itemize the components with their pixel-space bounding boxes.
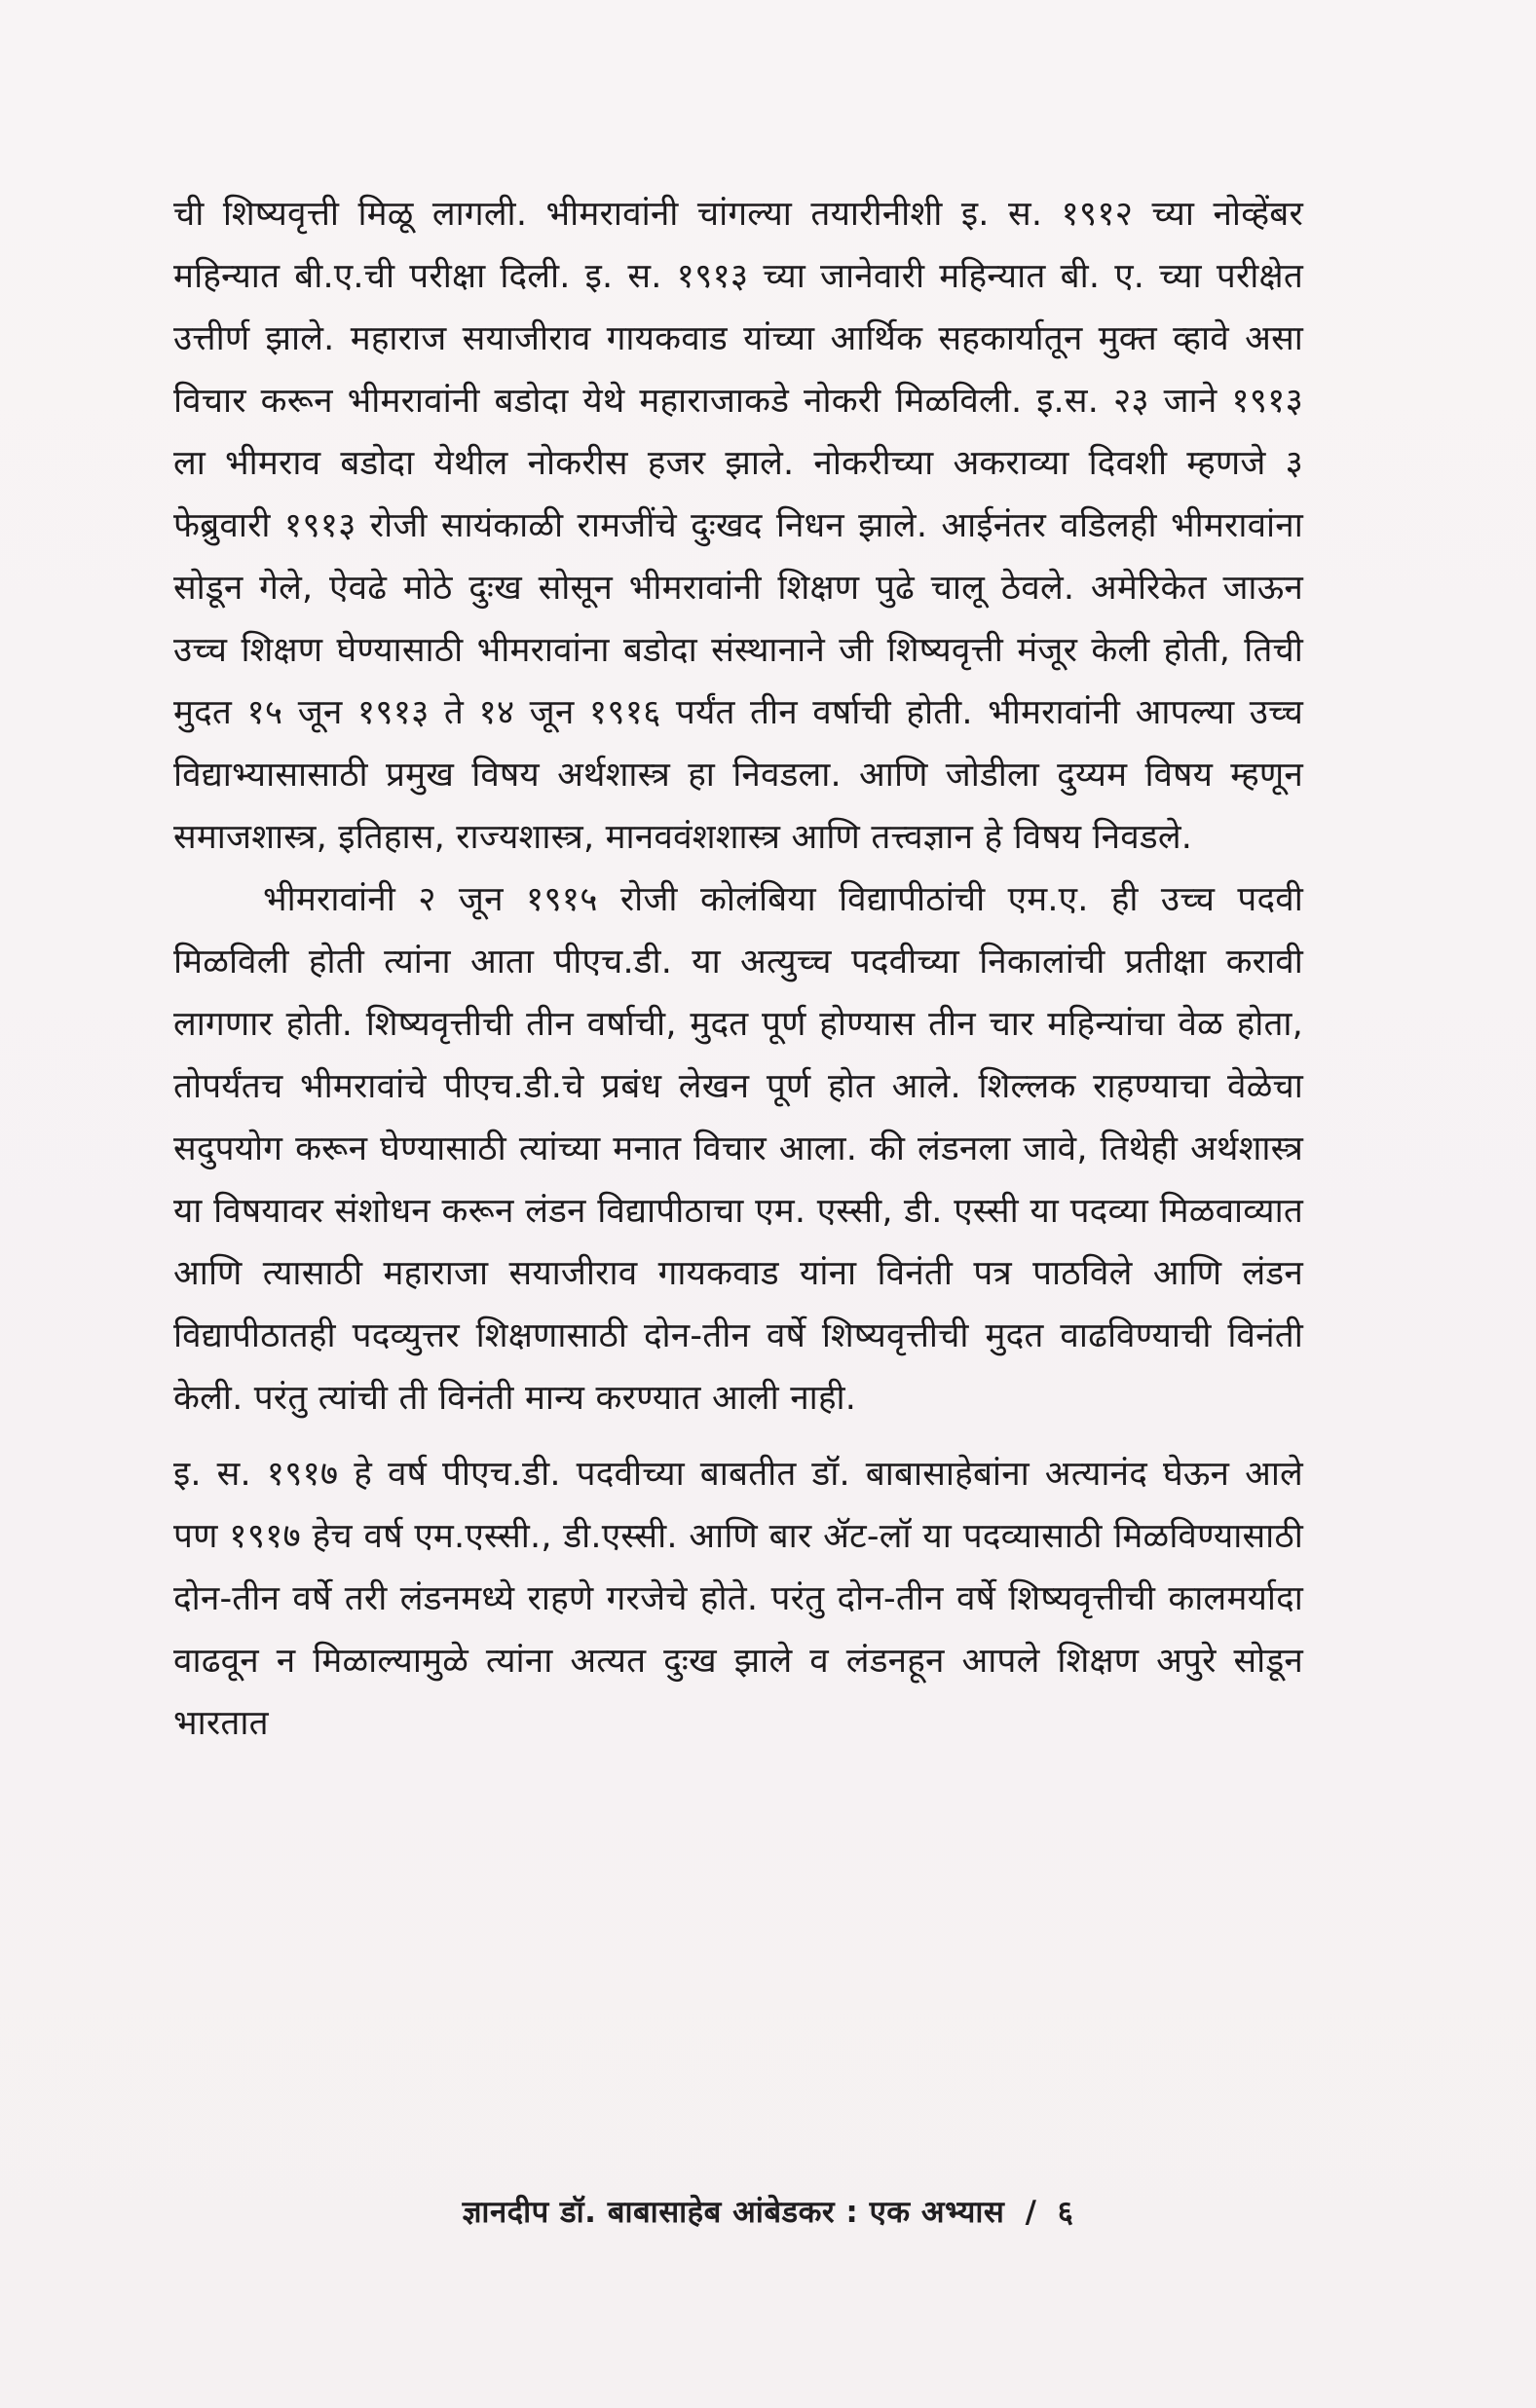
footer-book-title: ज्ञानदीप डॉ. बाबासाहेब आंबेडकर : एक अभ्यास (462, 2195, 1005, 2230)
paragraph-1: ची शिष्यवृत्ती मिळू लागली. भीमरावांनी चांगल्या तयारीनीशी इ. स. १९१२ च्या नोव्हेंबर महिन्यात बी.ए.ची परीक्षा दिली. इ. स. १९१३ च्या जानेवारी महिन्यात बी. ए. च्या परीक्षेत उत्तीर्ण झाले. महाराज सयाजीराव गायकवाड यांच्या आर्थिक सहकार्यातून मुक्त व्हावे असा विचार करून भीमरावांनी बडोदा येथे महाराजाकडे नोकरी मिळविली. इ.स. २३ जाने १९१३ ला भीमराव बडोदा येथील नोकरीस हजर झाले. नोकरीच्या अकराव्या दिवशी म्हणजे ३ फेब्रुवारी १९१३ रोजी सायंकाळी रामजींचे दुःखद निधन झाले. आईनंतर वडिलही भीमरावांना सोडून गेले, ऐवढे मोठे दुःख सोसून भीमरावांनी शिक्षण पुढे चालू ठेवले. अमेरिकेत जाऊन उच्च शिक्षण घेण्यासाठी भीमरावांना बडोदा संस्थानाने जी शिष्यवृत्ती मंजूर केली होती, तिची मुदत १५ जून १९१३ ते १४ जून १९१६ पर्यंत तीन वर्षाची होती. भीमरावांनी आपल्या उच्च विद्याभ्यासासाठी प्रमुख विषय अर्थशास्त्र हा निवडला. आणि जोडीला दुय्यम विषय म्हणून समाजशास्त्र, इतिहास, राज्यशास्त्र, मानववंशशास्त्र आणि तत्त्वज्ञान हे विषय निवडले. (173, 195, 1303, 857)
page-number: ६ (1057, 2195, 1074, 2230)
page-footer (0, 2191, 1536, 2232)
paragraph-3: इ. स. १९१७ हे वर्ष पीएच.डी. पदवीच्या बाबतीत डॉ. बाबासाहेबांना अत्यानंद घेऊन आले पण १९१७ हेच वर्ष एम.एस्सी., डी.एस्सी. आणि बार ॲट-लॉ या पदव्यासाठी मिळविण्यासाठी दोन-तीन वर्षे तरी लंडनमध्ये राहणे गरजेचे होते. परंतु दोन-तीन वर्षे शिष्यवृत्तीची कालमर्यादा वाढवून न मिळाल्यामुळे त्यांना अत्यत दुःख झाले व लंडनहून आपले शिक्षण अपुरे सोडून भारतात (173, 1455, 1303, 1743)
page-body (173, 183, 1303, 1755)
paragraph-2: भीमरावांनी २ जून १९१५ रोजी कोलंबिया विद्यापीठांची एम.ए. ही उच्च पदवी मिळविली होती त्यांना आता पीएच.डी. या अत्युच्च पदवीच्या निकालांची प्रतीक्षा करावी लागणार होती. शिष्यवृत्तीची तीन वर्षाची, मुदत पूर्ण होण्यास तीन चार महिन्यांचा वेळ होता, तोपर्यंतच भीमरावांचे पीएच.डी.चे प्रबंध लेखन पूर्ण होत आले. शिल्लक राहण्याचा वेळेचा सदुपयोग करून घेण्यासाठी त्यांच्या मनात विचार आला. की लंडनला जावे, तिथेही अर्थशास्त्र या विषयावर संशोधन करून लंडन विद्यापीठाचा एम. एस्सी, डी. एस्सी या पदव्या मिळवाव्यात आणि त्यासाठी महाराजा सयाजीराव गायकवाड यांना विनंती पत्र पाठविले आणि लंडन विद्यापीठातही पदव्युत्तर शिक्षणासाठी दोन-तीन वर्षे शिष्यवृत्तीची मुदत वाढविण्याची विनंती केली. परंतु त्यांची ती विनंती मान्य करण्यात आली नाही. (173, 880, 1303, 1418)
footer-separator: / (1025, 2195, 1037, 2230)
